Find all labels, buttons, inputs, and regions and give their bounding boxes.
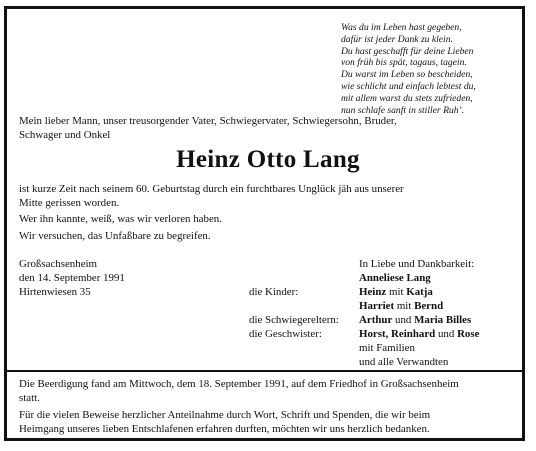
poem-line: Was du im Leben hast gegeben, xyxy=(341,22,462,33)
siblings-names: Horst, Reinhard xyxy=(359,328,436,340)
message-line-1: ist kurze Zeit nach seinem 60. Geburtstag durch ein furchtbares Unglück jäh aus unserer xyxy=(19,183,404,195)
place-city: Großsachsenheim xyxy=(19,258,98,270)
message-line-2: Mitte gerissen worden. xyxy=(19,197,120,209)
deceased-name: Heinz Otto Lang xyxy=(176,146,360,173)
place-street: Hirtenwiesen 35 xyxy=(19,286,91,298)
place-date: den 14. September 1991 xyxy=(19,272,125,284)
kid-1-partner: Katja xyxy=(406,286,433,298)
poem-line: Du warst im Leben so bescheiden, xyxy=(341,69,473,81)
kid-2-partner: Bernd xyxy=(414,300,444,312)
poem-line: dafür ist jeder Dank zu klein. xyxy=(341,33,453,45)
mourner-kid-2 xyxy=(359,299,443,313)
inlaws-connector: und xyxy=(395,314,412,326)
thanks-line-1: Für die vielen Beweise herzlicher Anteilnahme durch Wort, Schrift und Spenden, die wir beim xyxy=(19,409,431,421)
mourner-wife: Anneliese Lang xyxy=(359,272,431,284)
mourner-families: mit Familien xyxy=(359,342,415,354)
inlaws-name-1: Arthur xyxy=(359,314,393,326)
inlaws-label: die Schwiegereltern: xyxy=(249,314,339,326)
kid-2-connector: mit xyxy=(396,300,412,312)
kid-1-name: Heinz xyxy=(359,286,387,298)
poem-line: mit allem warst du stets zufrieden, xyxy=(341,92,473,104)
poem-block xyxy=(341,22,526,116)
siblings-name-last: Rose xyxy=(457,328,480,340)
poem-line: wie schlicht und einfach lebtest du, xyxy=(341,80,476,92)
message-line-3: Wer ihn kannte, weiß, was wir verloren haben. xyxy=(19,213,222,225)
kid-1-connector: mit xyxy=(388,286,404,298)
mourner-inlaws xyxy=(359,313,471,327)
mourner-siblings xyxy=(359,327,479,341)
funeral-line-2: statt. xyxy=(19,392,40,404)
intro-line-1: Mein lieber Mann, unser treusorgender Vater, Schwiegervater, Schwiegersohn, Bruder, xyxy=(19,115,397,127)
mourner-relatives: und alle Verwandten xyxy=(359,356,449,368)
kid-2-name: Harriet xyxy=(359,300,395,312)
kids-label: die Kinder: xyxy=(249,286,299,298)
inlaws-name-2: Maria Billes xyxy=(414,314,472,326)
siblings-connector: und xyxy=(437,328,455,340)
funeral-line-1: Die Beerdigung fand am Mittwoch, dem 18. September 1991, auf dem Friedhof in Großsachsenheim xyxy=(19,378,459,390)
thanks-line-2: Heimgang unseres lieben Entschlafenen erfahren durften, möchten wir uns herzlich bedanken. xyxy=(19,423,430,435)
poem-line: Du hast geschafft für deine Lieben xyxy=(341,45,474,57)
mourners-heading: In Liebe und Dankbarkeit: xyxy=(359,258,475,270)
section-divider xyxy=(4,370,525,372)
message-line-4: Wir versuchen, das Unfaßbare zu begreifen. xyxy=(19,230,211,242)
siblings-label: die Geschwister: xyxy=(249,328,322,340)
poem-line: von früh bis spät, tagaus, tagein. xyxy=(341,57,467,69)
mourner-kid-1 xyxy=(359,285,433,299)
poem-line: nun schlafe sanft in stiller Ruh’. xyxy=(341,104,465,116)
intro-line-2: Schwager und Onkel xyxy=(19,129,111,141)
